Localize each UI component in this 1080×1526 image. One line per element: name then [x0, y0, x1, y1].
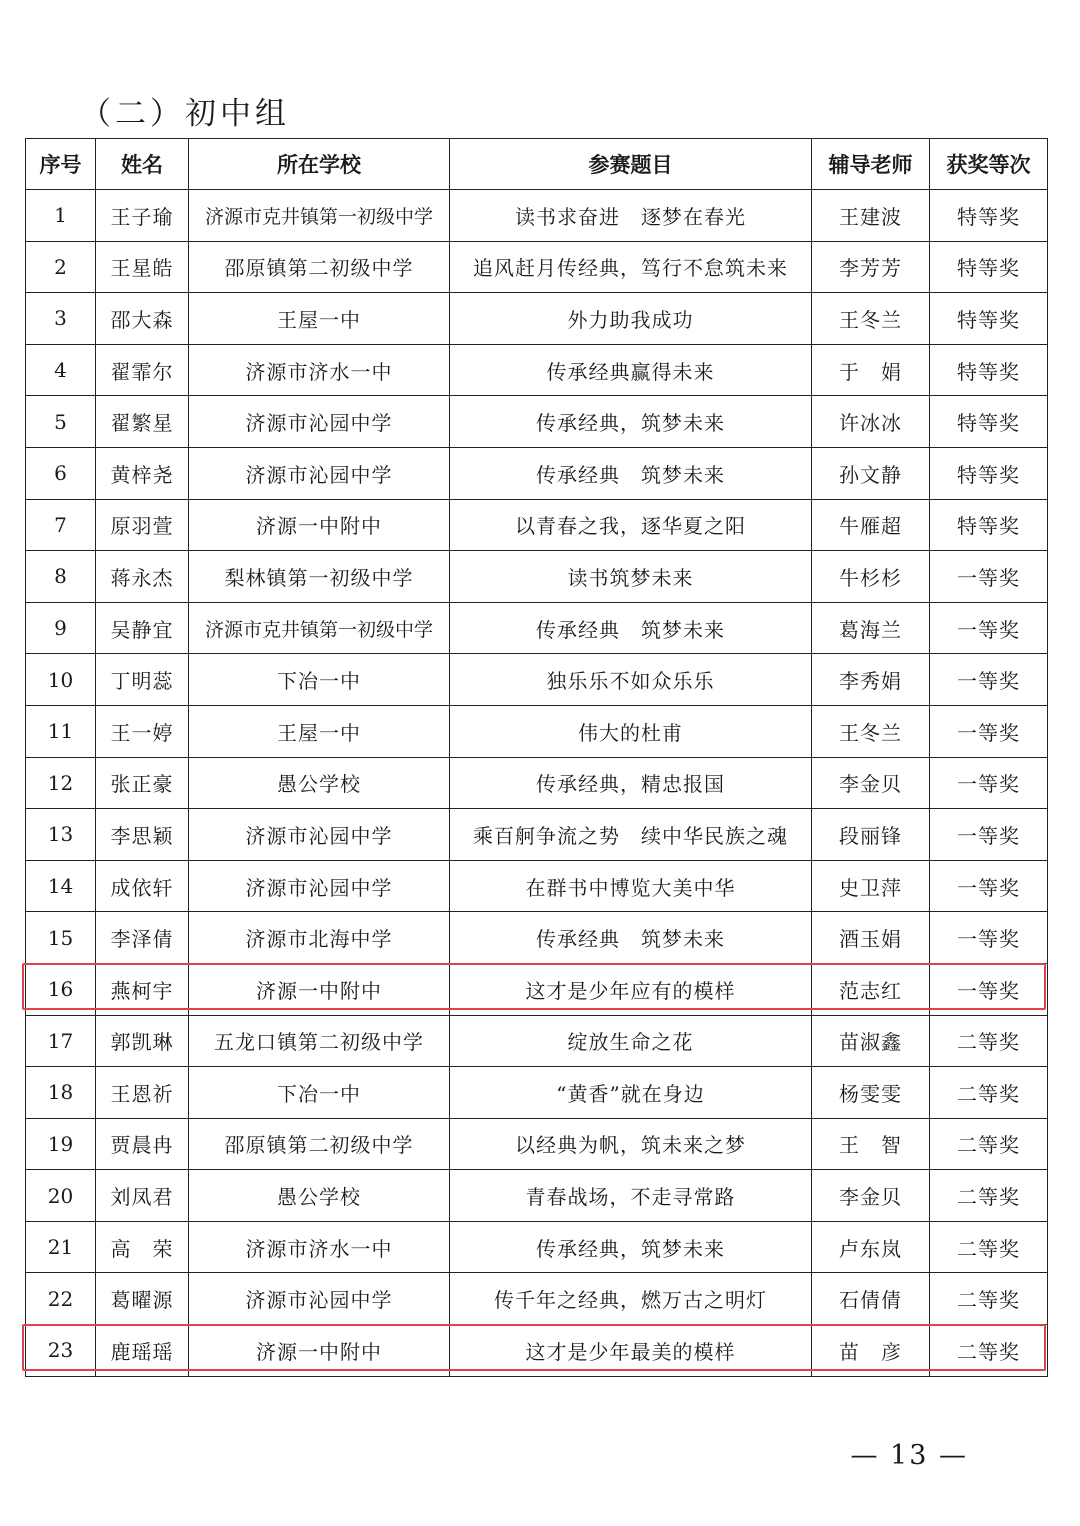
- cell-topic: 绽放生命之花: [450, 1015, 812, 1067]
- cell-index: 21: [26, 1221, 96, 1273]
- award-table: [25, 138, 1048, 1377]
- cell-index: 19: [26, 1118, 96, 1170]
- cell-teacher: 王冬兰: [812, 705, 930, 757]
- cell-topic: 传承经典 筑梦未来: [450, 912, 812, 964]
- cell-name: 蒋永杰: [96, 551, 189, 603]
- cell-teacher: 李芳芳: [812, 241, 930, 293]
- table-row: [26, 654, 1048, 706]
- cell-award: 二等奖: [930, 1325, 1048, 1377]
- cell-name: 燕柯宇: [96, 963, 189, 1015]
- cell-topic: 在群书中博览大美中华: [450, 860, 812, 912]
- cell-index: 8: [26, 551, 96, 603]
- cell-award: 一等奖: [930, 757, 1048, 809]
- cell-award: 特等奖: [930, 396, 1048, 448]
- cell-teacher: 许冰冰: [812, 396, 930, 448]
- header-index: 序号: [26, 139, 96, 190]
- table-row: [26, 551, 1048, 603]
- cell-topic: 追风赶月传经典，笃行不怠筑未来: [450, 241, 812, 293]
- cell-teacher: 石倩倩: [812, 1273, 930, 1325]
- cell-award: 特等奖: [930, 190, 1048, 242]
- cell-award: 特等奖: [930, 499, 1048, 551]
- header-teacher: 辅导老师: [812, 139, 930, 190]
- table-row: [26, 1221, 1048, 1273]
- cell-award: 特等奖: [930, 447, 1048, 499]
- cell-teacher: 史卫萍: [812, 860, 930, 912]
- cell-topic: 外力助我成功: [450, 293, 812, 345]
- cell-index: 14: [26, 860, 96, 912]
- cell-school: 愚公学校: [189, 757, 450, 809]
- table-row: [26, 1015, 1048, 1067]
- cell-school: 济源市沁园中学: [189, 860, 450, 912]
- cell-school: 下冶一中: [189, 654, 450, 706]
- cell-award: 特等奖: [930, 344, 1048, 396]
- table-row: [26, 241, 1048, 293]
- cell-index: 23: [26, 1325, 96, 1377]
- cell-teacher: 范志红: [812, 963, 930, 1015]
- cell-teacher: 于 娟: [812, 344, 930, 396]
- cell-topic: 这才是少年最美的模样: [450, 1325, 812, 1377]
- cell-teacher: 孙文静: [812, 447, 930, 499]
- cell-teacher: 李金贝: [812, 757, 930, 809]
- page-number: — 13 —: [850, 1440, 968, 1471]
- cell-award: 二等奖: [930, 1221, 1048, 1273]
- cell-school: 济源市沁园中学: [189, 396, 450, 448]
- cell-name: 丁明蕊: [96, 654, 189, 706]
- cell-topic: 传承经典，筑梦未来: [450, 1221, 812, 1273]
- cell-name: 郭凯琳: [96, 1015, 189, 1067]
- table-row: [26, 809, 1048, 861]
- cell-index: 15: [26, 912, 96, 964]
- cell-school: 愚公学校: [189, 1170, 450, 1222]
- cell-name: 翟繁星: [96, 396, 189, 448]
- cell-school: 济源一中附中: [189, 963, 450, 1015]
- cell-school: 邵原镇第二初级中学: [189, 1118, 450, 1170]
- cell-school: 济源市济水一中: [189, 1221, 450, 1273]
- cell-name: 原羽萱: [96, 499, 189, 551]
- cell-teacher: 王 智: [812, 1118, 930, 1170]
- cell-index: 5: [26, 396, 96, 448]
- table-header-row: [26, 139, 1048, 190]
- table-row: [26, 293, 1048, 345]
- cell-school: 王屋一中: [189, 293, 450, 345]
- cell-name: 李泽倩: [96, 912, 189, 964]
- cell-name: 王恩祈: [96, 1067, 189, 1119]
- cell-topic: 读书筑梦未来: [450, 551, 812, 603]
- cell-topic: 读书求奋进 逐梦在春光: [450, 190, 812, 242]
- cell-school: 济源市克井镇第一初级中学: [189, 190, 450, 242]
- cell-award: 特等奖: [930, 241, 1048, 293]
- cell-teacher: 段丽锋: [812, 809, 930, 861]
- table-row: [26, 705, 1048, 757]
- cell-name: 鹿瑶瑶: [96, 1325, 189, 1377]
- cell-school: 济源一中附中: [189, 499, 450, 551]
- table-row: [26, 1273, 1048, 1325]
- header-topic: 参赛题目: [450, 139, 812, 190]
- cell-topic: 传承经典，筑梦未来: [450, 396, 812, 448]
- cell-award: 二等奖: [930, 1273, 1048, 1325]
- cell-teacher: 酒玉娟: [812, 912, 930, 964]
- cell-name: 邵大森: [96, 293, 189, 345]
- cell-topic: 传承经典 筑梦未来: [450, 602, 812, 654]
- table-row: [26, 860, 1048, 912]
- cell-name: 李思颖: [96, 809, 189, 861]
- section-title: （二）初中组: [80, 96, 290, 132]
- cell-award: 一等奖: [930, 551, 1048, 603]
- cell-topic: 传承经典赢得未来: [450, 344, 812, 396]
- cell-index: 2: [26, 241, 96, 293]
- cell-school: 济源市济水一中: [189, 344, 450, 396]
- cell-award: 特等奖: [930, 293, 1048, 345]
- table-row: [26, 499, 1048, 551]
- cell-award: 一等奖: [930, 654, 1048, 706]
- table-row: [26, 1067, 1048, 1119]
- cell-name: 贾晨冉: [96, 1118, 189, 1170]
- cell-school: 王屋一中: [189, 705, 450, 757]
- cell-school: 济源市北海中学: [189, 912, 450, 964]
- table-row: [26, 912, 1048, 964]
- cell-index: 10: [26, 654, 96, 706]
- cell-award: 一等奖: [930, 912, 1048, 964]
- cell-name: 刘凤君: [96, 1170, 189, 1222]
- cell-teacher: 牛杉杉: [812, 551, 930, 603]
- cell-topic: 青春战场，不走寻常路: [450, 1170, 812, 1222]
- cell-school: 济源市克井镇第一初级中学: [189, 602, 450, 654]
- cell-name: 黄梓尧: [96, 447, 189, 499]
- table-row: [26, 396, 1048, 448]
- header-school: 所在学校: [189, 139, 450, 190]
- cell-school: 五龙口镇第二初级中学: [189, 1015, 450, 1067]
- award-table-container: [25, 138, 1047, 1377]
- cell-index: 17: [26, 1015, 96, 1067]
- cell-topic: 传承经典，精忠报国: [450, 757, 812, 809]
- cell-school: 梨林镇第一初级中学: [189, 551, 450, 603]
- cell-teacher: 苗 彦: [812, 1325, 930, 1377]
- cell-school: 济源市沁园中学: [189, 1273, 450, 1325]
- cell-name: 王子瑜: [96, 190, 189, 242]
- cell-topic: “黄香”就在身边: [450, 1067, 812, 1119]
- page-number-container: [0, 1440, 1080, 1471]
- table-row: [26, 1170, 1048, 1222]
- cell-school: 邵原镇第二初级中学: [189, 241, 450, 293]
- cell-teacher: 李金贝: [812, 1170, 930, 1222]
- cell-topic: 以青春之我，逐华夏之阳: [450, 499, 812, 551]
- table-row: [26, 447, 1048, 499]
- cell-index: 11: [26, 705, 96, 757]
- cell-index: 7: [26, 499, 96, 551]
- table-row: [26, 1325, 1048, 1377]
- cell-topic: 伟大的杜甫: [450, 705, 812, 757]
- table-body: [26, 190, 1048, 1377]
- cell-teacher: 牛雁超: [812, 499, 930, 551]
- cell-name: 吴静宜: [96, 602, 189, 654]
- cell-teacher: 李秀娟: [812, 654, 930, 706]
- cell-teacher: 葛海兰: [812, 602, 930, 654]
- cell-award: 一等奖: [930, 602, 1048, 654]
- cell-school: 济源市沁园中学: [189, 809, 450, 861]
- cell-index: 6: [26, 447, 96, 499]
- header-award: 获奖等次: [930, 139, 1048, 190]
- cell-school: 下冶一中: [189, 1067, 450, 1119]
- cell-index: 4: [26, 344, 96, 396]
- cell-index: 9: [26, 602, 96, 654]
- cell-topic: 传千年之经典，燃万古之明灯: [450, 1273, 812, 1325]
- cell-award: 一等奖: [930, 809, 1048, 861]
- cell-topic: 这才是少年应有的模样: [450, 963, 812, 1015]
- cell-name: 翟霏尔: [96, 344, 189, 396]
- cell-award: 一等奖: [930, 860, 1048, 912]
- cell-award: 二等奖: [930, 1170, 1048, 1222]
- table-row: [26, 757, 1048, 809]
- table-row: [26, 190, 1048, 242]
- cell-teacher: 苗淑鑫: [812, 1015, 930, 1067]
- cell-index: 12: [26, 757, 96, 809]
- cell-name: 高 荣: [96, 1221, 189, 1273]
- cell-school: 济源市沁园中学: [189, 447, 450, 499]
- cell-name: 成依轩: [96, 860, 189, 912]
- table-row: [26, 344, 1048, 396]
- cell-name: 王星皓: [96, 241, 189, 293]
- table-row: [26, 602, 1048, 654]
- cell-teacher: 卢东岚: [812, 1221, 930, 1273]
- cell-name: 张正豪: [96, 757, 189, 809]
- cell-award: 二等奖: [930, 1067, 1048, 1119]
- cell-name: 葛曜源: [96, 1273, 189, 1325]
- cell-name: 王一婷: [96, 705, 189, 757]
- cell-topic: 传承经典 筑梦未来: [450, 447, 812, 499]
- cell-index: 22: [26, 1273, 96, 1325]
- cell-teacher: 杨雯雯: [812, 1067, 930, 1119]
- cell-index: 3: [26, 293, 96, 345]
- cell-index: 1: [26, 190, 96, 242]
- header-name: 姓名: [96, 139, 189, 190]
- cell-school: 济源一中附中: [189, 1325, 450, 1377]
- cell-teacher: 王冬兰: [812, 293, 930, 345]
- cell-award: 二等奖: [930, 1118, 1048, 1170]
- table-row: [26, 1118, 1048, 1170]
- cell-index: 16: [26, 963, 96, 1015]
- table-row: [26, 963, 1048, 1015]
- cell-index: 18: [26, 1067, 96, 1119]
- cell-index: 20: [26, 1170, 96, 1222]
- cell-award: 二等奖: [930, 1015, 1048, 1067]
- cell-topic: 独乐乐不如众乐乐: [450, 654, 812, 706]
- cell-index: 13: [26, 809, 96, 861]
- cell-award: 一等奖: [930, 705, 1048, 757]
- cell-topic: 以经典为帆，筑未来之梦: [450, 1118, 812, 1170]
- cell-topic: 乘百舸争流之势 续中华民族之魂: [450, 809, 812, 861]
- cell-teacher: 王建波: [812, 190, 930, 242]
- cell-award: 一等奖: [930, 963, 1048, 1015]
